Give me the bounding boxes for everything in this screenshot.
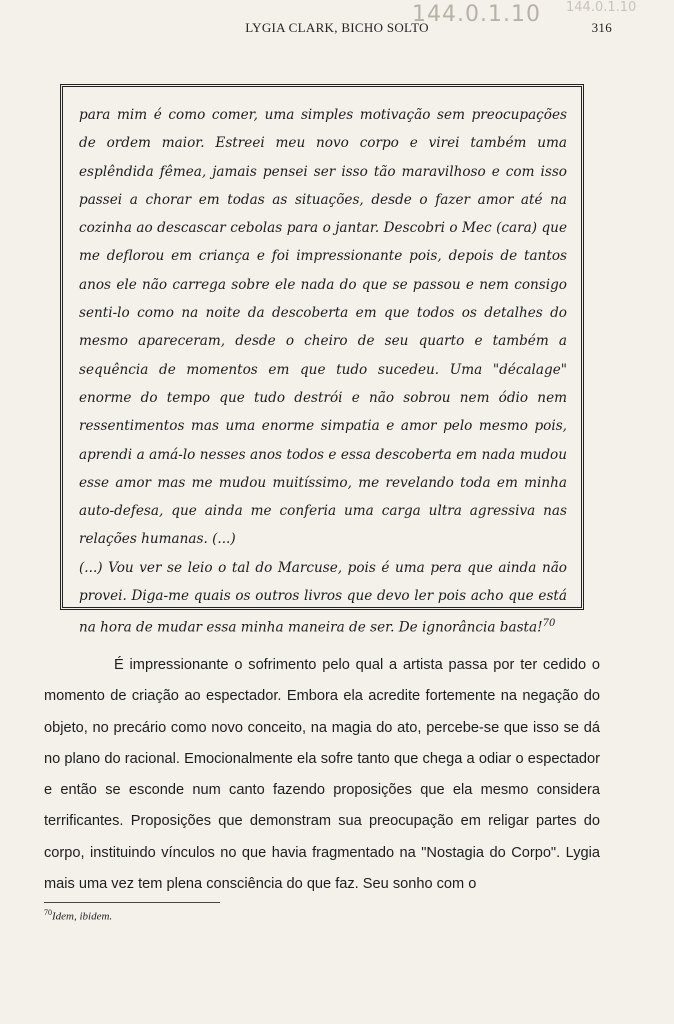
archive-stamp-faint: 144.0.1.10 [566, 0, 637, 15]
quotation [79, 101, 567, 642]
footnote-reference[interactable]: 70 [542, 618, 556, 630]
page-number: 316 [591, 20, 612, 35]
quote-paragraph-2 [79, 554, 567, 642]
footnote [44, 908, 112, 923]
running-header-title: LYGIA CLARK, BICHO SOLTO [245, 20, 429, 35]
footnote-number: 70 [44, 908, 52, 917]
footnote-separator [44, 902, 220, 903]
footnote-text: Idem, ibidem. [52, 910, 113, 923]
quotation-box [60, 84, 584, 636]
archive-stamp: 144.0.1.10 [412, 2, 541, 27]
quote-paragraph-1: para mim é como comer, uma simples motivação sem preocupações de ordem maior. Estreei meu novo corpo e virei também uma esplêndida fêmea, jamais pensei ser isso tão maravilhoso e com isso passei a chorar em todas as situações, desde o fazer amor até na cozinha ao descascar cebolas para o jantar. Descobri o Mec (cara) que me deflorou em criança e foi impressionante pois, depois de tantos anos ele não carrega sobre ele nada do que se passou e nem consigo senti-lo como na noite da descoberta em que todos os detalhes do mesmo apareceram, desde o cheiro de seu quarto e também a sequência de momentos em que tudo sucedeu. Uma "décalage" enorme do tempo que tudo destrói e não sobrou nem ódio nem ressentimentos mas uma enorme simpatia e amor pelo mesmo pois, aprendi a amá-lo nesses anos todos e essa descoberta em nada mudou esse amor mas me mudou muitíssimo, me revelando toda em minha auto-defesa, que ainda me conferia uma carga ultra agressiva nas relações humanas. (...) [79, 107, 567, 548]
body-paragraph: É impressionante o sofrimento pelo qual a artista passa por ter cedido o momento de criação ao espectador. Embora ela acredite fortemente na negação do objeto, no precário como novo conceito, na magia do ato, percebe-se que isso se dá no plano do racional. Emocionalmente ela sofre tanto que chega a odiar o espectador e então se esconde num canto fazendo proposições que ela mesmo considera terrificantes. Proposições que demonstram sua preocupação em religar partes do corpo, instituindo vínculos no que havia fragmentado na "Nostagia do Corpo". Lygia mais uma vez tem plena consciência do que faz. Seu sonho com o [44, 657, 600, 893]
quote-paragraph-2-text: (...) Vou ver se leio o tal do Marcuse, pois é uma pera que ainda não provei. Diga-me quais os outros livros que devo ler pois acho que está na hora de mudar essa minha maneira de ser. De ignorância basta! [79, 559, 567, 636]
body-text [44, 650, 600, 900]
